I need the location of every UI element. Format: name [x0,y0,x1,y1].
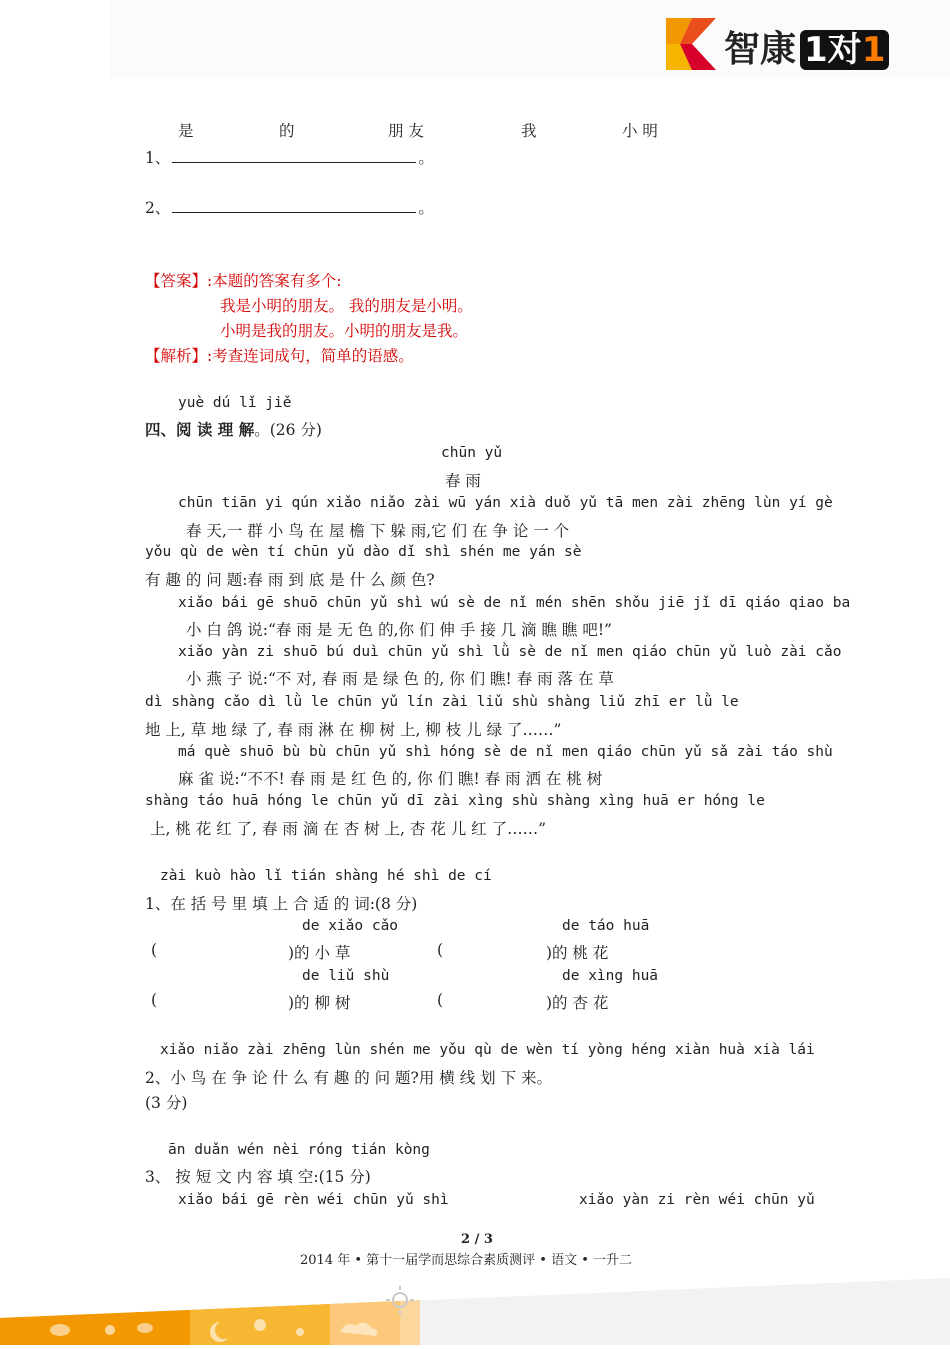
footer-text: 2014 年 • 第十一届学而思综合素质测评 • 语文 • 一升二 [300,1253,633,1268]
answer-line-1: 1、 。 [145,149,434,167]
q1-blank-open: ( [437,991,444,1009]
section4-pinyin: yuè dú lǐ jiě [178,395,292,411]
section4-title: 四、阅 读 理 解。(26 分) [145,420,322,439]
brand-name: 智康 1对1 [724,21,889,72]
passage-text: 春 天,一 群 小 鸟 在 屋 檐 下 躲 雨,它 们 在 争 论 一 个 [186,522,570,540]
word-pengyou: 朋 友 [388,122,424,140]
passage-text: 有 趣 的 问 题:春 雨 到 底 是 什 么 颜 色? [145,571,435,589]
analysis-tag: 【解析】: [145,347,213,365]
q1-blank-open: ( [151,941,158,959]
answer-block [145,269,341,291]
q1-item-text: )的 小 草 [288,944,351,962]
q2-text: 2、小 鸟 在 争 论 什 么 有 趣 的 问 题?用 横 线 划 下 来。 [145,1069,553,1087]
passage-text: 麻 雀 说:“不不! 春 雨 是 红 色 的, 你 们 瞧! 春 雨 洒 在 桃 树 [178,770,603,788]
q1-item-text: )的 柳 树 [288,994,351,1012]
passage-text: 地 上, 草 地 绿 了, 春 雨 淋 在 柳 树 上, 柳 枝 儿 绿 了……” [145,721,562,739]
answer-line-2: 2、 。 [145,199,434,217]
q3-pinyin-a: xiǎo bái gē rèn wéi chūn yǔ shì [178,1192,449,1208]
word-de: 的 [279,122,295,140]
q1-item-pinyin: de xiǎo cǎo [302,918,399,934]
q1-item-pinyin: de xìng huā [562,968,659,984]
analysis-block [145,344,414,366]
word-xiaoming: 小 明 [622,122,658,140]
q1-blank-open: ( [437,941,444,959]
q2-pinyin: xiǎo niǎo zài zhēng lùn shén me yǒu qù de wèn tí yòng héng xiàn huà xià lái [160,1042,815,1058]
poem-title: 春 雨 [445,472,481,490]
q1-item-pinyin: de táo huā [562,918,650,934]
q1-item-text: )的 桃 花 [546,944,609,962]
poem-title-pinyin: chūn yǔ [441,445,503,461]
word-shi: 是 [178,122,194,140]
answer-line3: 小明是我的朋友。小明的朋友是我。 [220,322,469,340]
answer-tag: 【答案】: [145,272,213,290]
passage-pinyin: xiǎo yàn zi shuō bú duì chūn yǔ shì lǜ sè de nǐ men qiáo chūn yǔ luò zài cǎo [178,644,842,660]
q1-item-text: )的 杏 花 [546,994,609,1012]
passage-text: 上, 桃 花 红 了, 春 雨 滴 在 杏 树 上, 杏 花 儿 红 了……” [150,820,547,838]
passage-pinyin: chūn tiān yi qún xiǎo niǎo zài wū yán xià duǒ yǔ tā men zài zhēng lùn yí gè [178,495,833,511]
answer-line2: 我是小明的朋友。 我的朋友是小明。 [220,297,473,315]
answer-line1: 本题的答案有多个: [212,272,342,290]
decorative-footer-band [0,1270,950,1345]
analysis-text: 考查连词成句，简单的语感。 [212,347,414,365]
q3-pinyin-b: xiǎo yàn zi rèn wéi chūn yǔ [579,1192,815,1208]
page-number: 2 / 3 [461,1232,493,1247]
word-wo: 我 [521,122,537,140]
q1-item-pinyin: de liǔ shù [302,968,390,984]
passage-pinyin: shàng táo huā hóng le chūn yǔ dī zài xìng shù shàng xìng huā er hóng le [145,793,765,809]
passage-pinyin: yǒu qù de wèn tí chūn yǔ dào dǐ shì shén me yán sè [145,544,582,560]
passage-pinyin: má què shuō bù bù chūn yǔ shì hóng sè de nǐ men qiáo chūn yǔ sǎ zài táo shù [178,744,833,760]
brand-logo-icon [666,18,716,70]
q1-text: 1、在 括 号 里 填 上 合 适 的 词:(8 分) [145,895,418,913]
q2-score: (3 分) [145,1094,188,1112]
passage-pinyin: dì shàng cǎo dì lǜ le chūn yǔ lín zài liǔ shù shàng liǔ zhī er lǜ le [145,694,739,710]
passage-pinyin: xiǎo bái gē shuō chūn yǔ shì wú sè de nǐ mén shēn shǒu jiē jǐ dī qiáo qiao ba [178,595,851,611]
q1-blank-open: ( [151,991,158,1009]
q3-text: 3、 按 短 文 内 容 填 空:(15 分) [145,1168,371,1186]
passage-text: 小 燕 子 说:“不 对, 春 雨 是 绿 色 的, 你 们 瞧! 春 雨 落 在 草 [186,670,614,688]
q3-pinyin: ān duǎn wén nèi róng tián kòng [168,1142,430,1158]
q1-pinyin: zài kuò hào lǐ tián shàng hé shì de cí [160,868,492,884]
passage-text: 小 白 鸽 说:“春 雨 是 无 色 的,你 们 伸 手 接 几 滴 瞧 瞧 吧!” [186,621,612,639]
